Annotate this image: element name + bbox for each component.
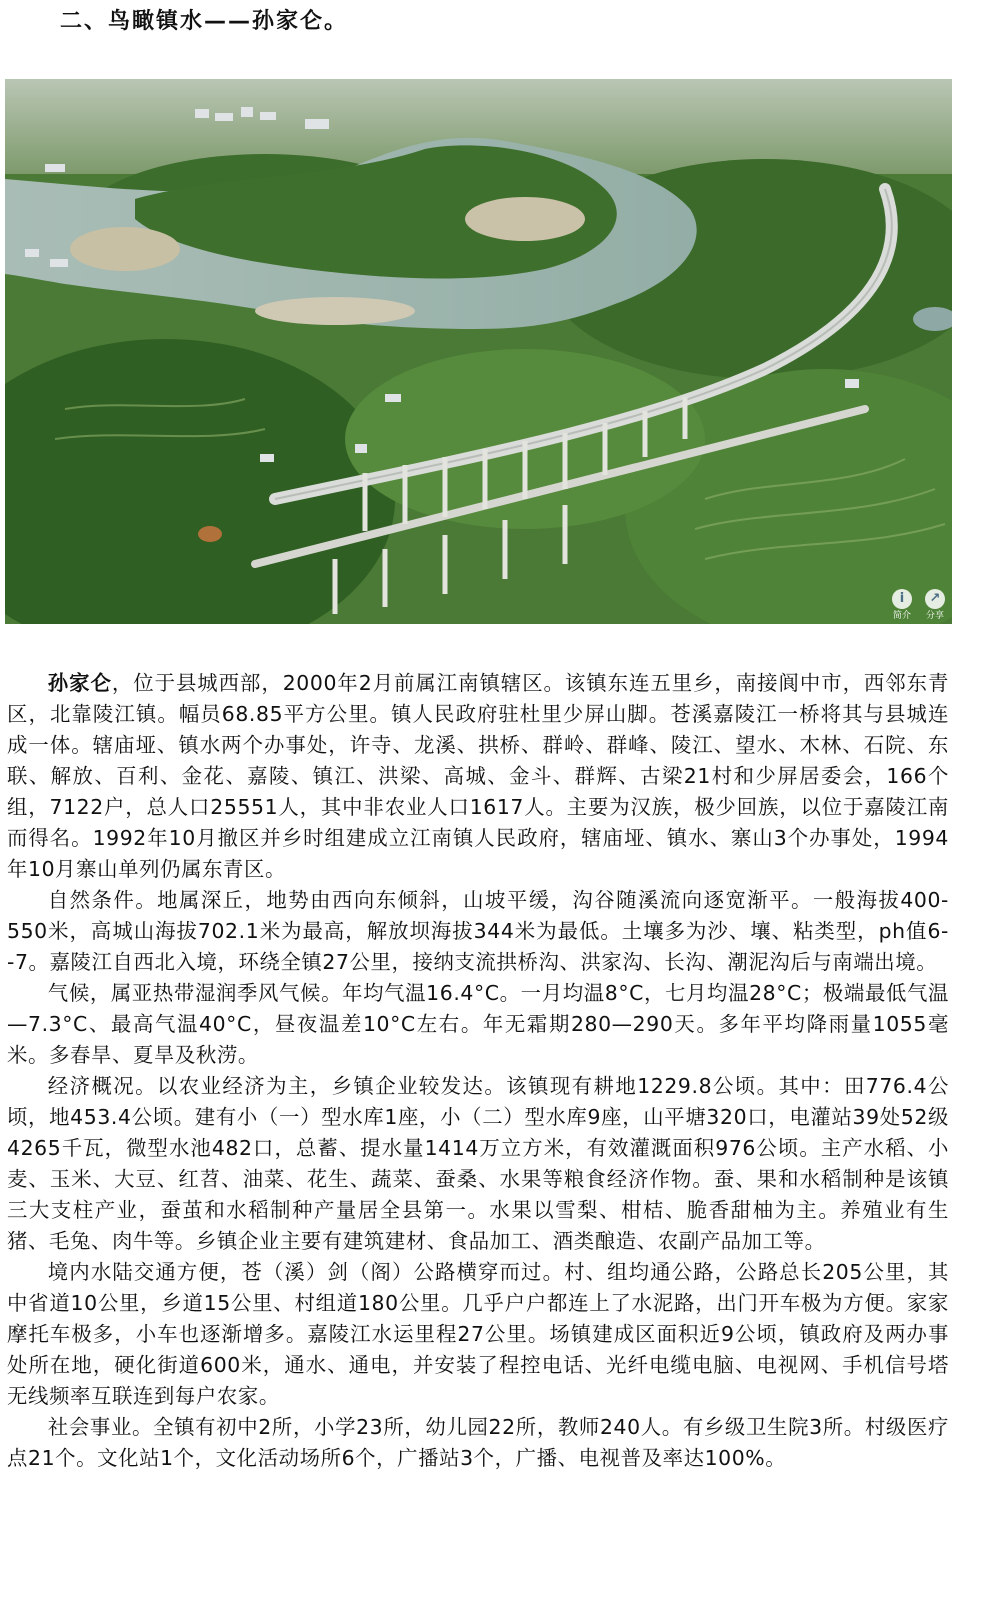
riverbank [255,297,415,325]
paragraph-climate: 气候，属亚热带湿润季风气候。年均气温16.4°C。一月均温8°C，七月均温28°C；极端最低气温—7.3°C、最高气温40°C，昼夜温差10°C左右。年无霜期280—290天。多年平均降雨量1055毫米。多春旱、夏旱及秋涝。 [7,981,949,1067]
aerial-photo [5,79,952,624]
town-name: 孙家仑 [47,671,112,695]
article-body [7,668,949,1474]
paragraph-transport: 境内水陆交通方便，苍（溪）剑（阁）公路横穿而过。村、组均通公路，公路总长205公里，其中省道10公里，乡道15公里、村组道180公里。几乎户户都连上了水泥路，出门开车极为方便。家家摩托车极多，小车也逐渐增多。嘉陵江水运里程27公里。场镇建成区面积近9公顷，镇政府及两办事处所在地，硬化街道600米，通水、通电，并安装了程控电话、光纤电缆电脑、电视网、手机信号塔无线频率互联连到每户农家。 [7,1260,949,1408]
info-icon: i [892,589,912,609]
paragraph-overview: 孙家仑，位于县城西部，2000年2月前属江南镇辖区。该镇东连五里乡，南接阆中市，西邻东青区，北靠陵江镇。幅员68.85平方公里。镇人民政府驻杜里少屏山脚。苍溪嘉陵江一桥将其与县城连成一体。辖庙垭、镇水两个办事处，许寺、龙溪、拱桥、群岭、群峰、陵江、望水、木林、石院、东联、解放、百利、金花、嘉陵、镇江、洪梁、高城、金斗、群辉、古梁21村和少屏居委会，166个组，7122户，总人口25551人，其中非农业人口1617人。主要为汉族，极少回族，以位于嘉陵江南而得名。1992年10月撤区并乡时组建成立江南镇人民政府，辖庙垭、镇水、寨山3个办事处，1994年10月寨山单列仍属东青区。 [7,671,949,881]
info-button[interactable]: i 简介 [892,591,911,621]
pond [198,526,222,542]
share-button[interactable]: ↗ 分享 [925,591,944,621]
paragraph-economy: 经济概况。以农业经济为主，乡镇企业较发达。该镇现有耕地1229.8公顷。其中：田776.4公顷，地453.4公顷。建有小（一）型水库1座，小（二）型水库9座，山平塘320口，电灌站39处52级4265千瓦，微型水池482口，总蓄、提水量1414万立方米，有效灌溉面积976公顷。主产水稻、小麦、玉米、大豆、红苕、油菜、花生、蔬菜、蚕桑、水果等粮食经济作物。蚕、果和水稻制种是该镇三大支柱产业，蚕茧和水稻制种产量居全县第一。水果以雪梨、柑桔、脆香甜柚为主。养殖业有生猪、毛兔、肉牛等。乡镇企业主要有建筑建材、食品加工、酒类酿造、农副产品加工等。 [7,1074,949,1253]
paragraph-social: 社会事业。全镇有初中2所，小学23所，幼儿园22所，教师240人。有乡级卫生院3所。村级医疗点21个。文化站1个，文化活动场所6个，广播站3个，广播、电视普及率达100%。 [7,1415,949,1470]
aerial-landscape-illustration [5,79,952,624]
sandbank [70,227,180,271]
sandbank [465,197,585,241]
share-icon: ↗ [925,589,945,609]
paragraph-natural-conditions: 自然条件。地属深丘，地势由西向东倾斜，山坡平缓，沟谷随溪流向逐宽渐平。一般海拔400-550米，高城山海拔702.1米为最高，解放坝海拔344米为最低。土壤多为沙、壤、粘类型，ph值6--7。嘉陵江自西北入境，环绕全镇27公里，接纳支流拱桥沟、洪家沟、长沟、潮泥沟后与南端出境。 [7,888,949,974]
section-heading: 二、鸟瞰镇水——孙家仑。 [60,9,349,34]
